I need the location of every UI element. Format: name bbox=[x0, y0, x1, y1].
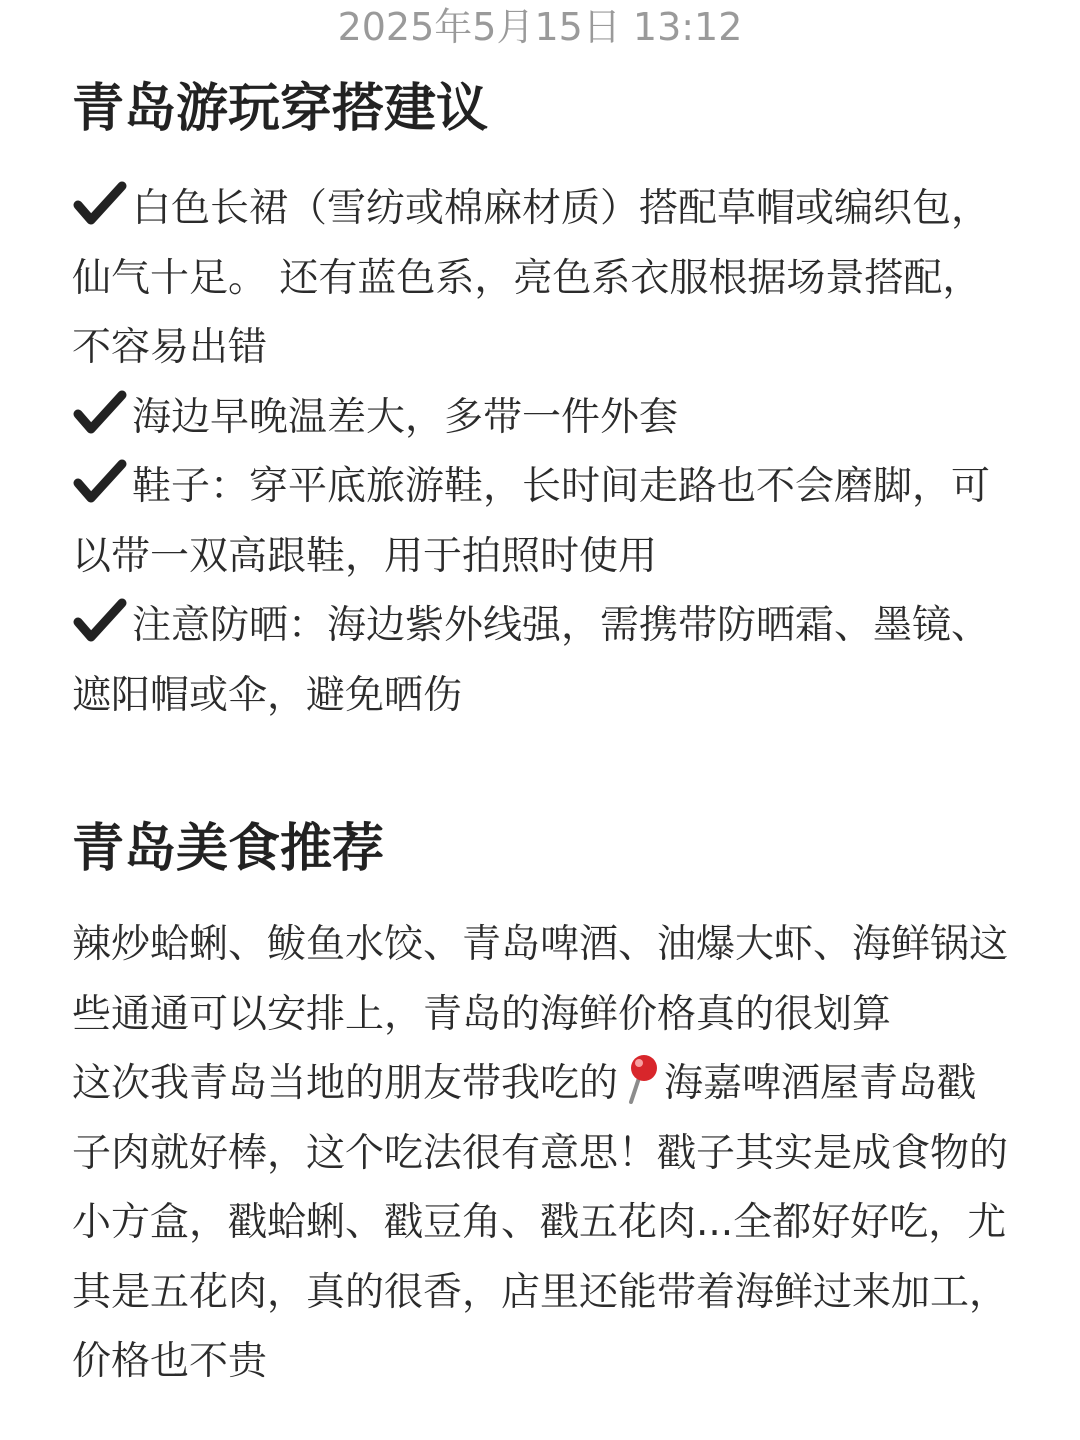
outfit-tip-2 bbox=[72, 383, 1012, 453]
food-text-before-pin: 这次我青岛当地的朋友带我吃的 bbox=[72, 1061, 619, 1106]
check-mark-icon bbox=[72, 459, 128, 503]
outfit-tip-text: 鞋子：穿平底旅游鞋，长时间走路也不会磨脚，可以带一双高跟鞋，用于拍照时使用 bbox=[72, 464, 991, 579]
section-title-outfit: 青岛游玩穿搭建议 bbox=[72, 79, 489, 139]
check-mark-icon bbox=[72, 181, 128, 225]
section-title-food: 青岛美食推荐 bbox=[72, 819, 385, 879]
check-mark-icon bbox=[72, 598, 128, 642]
check-mark-icon bbox=[72, 390, 128, 434]
outfit-tip-text: 注意防晒：海边紫外线强，需携带防晒霜、墨镜、遮阳帽或伞，避免晒伤 bbox=[72, 603, 991, 718]
timestamp: 2025年5月15日 13:12 bbox=[337, 5, 743, 49]
food-paragraph-1: 辣炒蛤蜊、鲅鱼水饺、青岛啤酒、油爆大虾、海鲜锅这些通通可以安排上，青岛的海鲜价格真的很划算 bbox=[72, 922, 1009, 1037]
restaurant-and-description: 海嘉啤酒屋青岛戳子肉就好棒，这个吃法很有意思！戳子其实是成食物的小方盒，戳蛤蜊、戳豆角、戳五花肉...全都好好吃，尤其是五花肉，真的很香，店里还能带着海鲜过来加工，价格也不贵 bbox=[72, 1061, 1009, 1384]
note-body bbox=[72, 74, 1012, 1397]
round-pushpin-icon bbox=[618, 1052, 664, 1104]
outfit-tip-text: 白色长裙（雪纺或棉麻材质）搭配草帽或编织包，仙气十足。 还有蓝色系，亮色系衣服根据场景搭配，不容易出错 bbox=[72, 186, 991, 370]
outfit-tip-4 bbox=[72, 591, 1012, 730]
outfit-tip-1 bbox=[72, 174, 1012, 383]
food-paragraph-2 bbox=[72, 1049, 1012, 1397]
outfit-tip-text: 海边早晚温差大，多带一件外套 bbox=[132, 394, 679, 440]
outfit-tip-3 bbox=[72, 452, 1012, 591]
